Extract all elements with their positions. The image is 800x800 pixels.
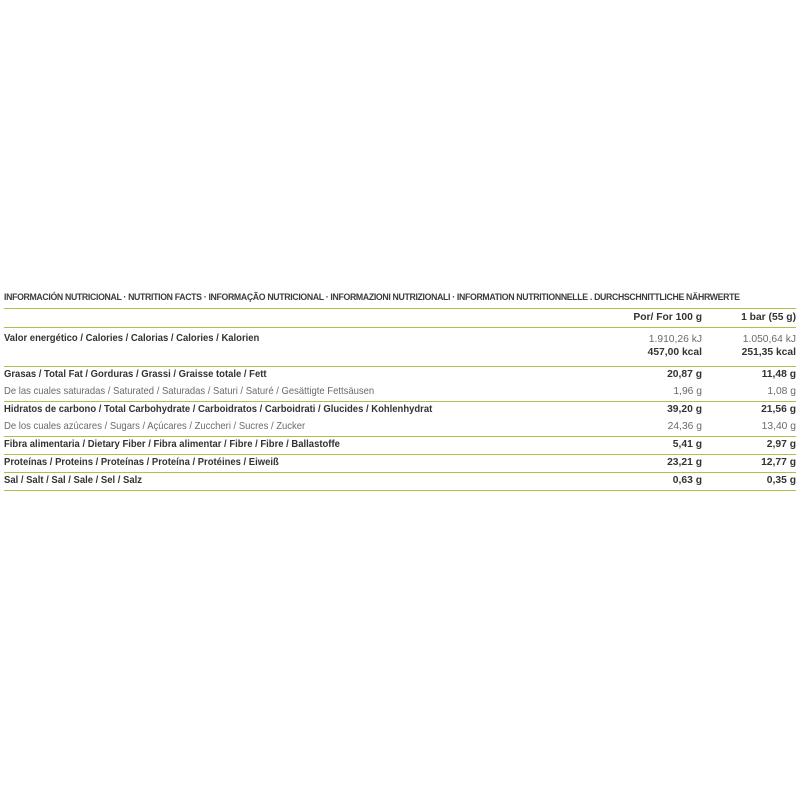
fiber-label: Fibra alimentaria / Dietary Fiber / Fibra alimentar / Fibre / Fibre / Ballastoffe — [4, 439, 340, 450]
fat-label: Grasas / Total Fat / Gorduras / Grassi / Graisse totale / Fett — [4, 369, 267, 380]
fat-row — [4, 367, 796, 384]
fat-per-bar: 11,48 g — [761, 369, 796, 380]
sugars-per-bar: 13,40 g — [761, 421, 796, 432]
energy-kcal-per-100g: 457,00 kcal — [647, 347, 702, 358]
carbs-row — [4, 402, 796, 419]
sugars-per-100g: 24,36 g — [667, 421, 702, 432]
energy-row — [4, 328, 796, 362]
energy-kj-per-100g: 1.910,26 kJ — [648, 334, 702, 345]
sugars-row — [4, 419, 796, 436]
fiber-per-100g: 5,41 g — [672, 439, 702, 450]
divider — [4, 490, 796, 491]
carbs-label: Hidratos de carbono / Total Carbohydrate / Carboidratos / Carboidrati / Glucides / Kohlenhydrat — [4, 404, 433, 415]
sugars-label: De los cuales azúcares / Sugars / Açúcares / Zuccheri / Sucres / Zucker — [4, 421, 306, 432]
nutrition-table — [4, 290, 796, 491]
column-header-per-bar: 1 bar (55 g) — [741, 312, 796, 323]
fat-per-100g: 20,87 g — [667, 369, 702, 380]
saturated-row — [4, 384, 796, 401]
saturated-per-bar: 1,08 g — [767, 386, 796, 397]
energy-kj-per-bar: 1.050,64 kJ — [742, 334, 796, 345]
column-header-per-100g: Por/ For 100 g — [633, 312, 702, 323]
protein-per-bar: 12,77 g — [761, 457, 796, 468]
protein-label: Proteínas / Proteins / Proteínas / Proteína / Protéines / Eiweiß — [4, 457, 279, 468]
protein-row — [4, 455, 796, 472]
carbs-per-100g: 39,20 g — [667, 404, 702, 415]
salt-row — [4, 473, 796, 490]
salt-per-100g: 0,63 g — [672, 475, 702, 486]
carbs-per-bar: 21,56 g — [761, 404, 796, 415]
fiber-per-bar: 2,97 g — [766, 439, 796, 450]
salt-label: Sal / Salt / Sal / Sale / Sel / Salz — [4, 475, 142, 486]
energy-label: Valor energético / Calories / Calorias / Calories / Kalorien — [4, 333, 260, 344]
salt-per-bar: 0,35 g — [766, 475, 796, 486]
protein-per-100g: 23,21 g — [667, 457, 702, 468]
energy-kcal-per-bar: 251,35 kcal — [741, 347, 796, 358]
table-title: INFORMACIÓN NUTRICIONAL · NUTRITION FACTS · INFORMAÇÃO NUTRICIONAL · INFORMAZIONI NUTRIZIONALI · INFORMATION NUTRITIONNELLE . DURCHSCHNITTLICHE NÄHRWERTE — [4, 291, 740, 302]
saturated-label: De las cuales saturadas / Saturated / Saturadas / Saturi / Saturé / Gesättigte Fettsäusen — [4, 386, 375, 397]
column-header-row — [4, 309, 796, 327]
saturated-per-100g: 1,96 g — [673, 386, 702, 397]
fiber-row — [4, 437, 796, 454]
